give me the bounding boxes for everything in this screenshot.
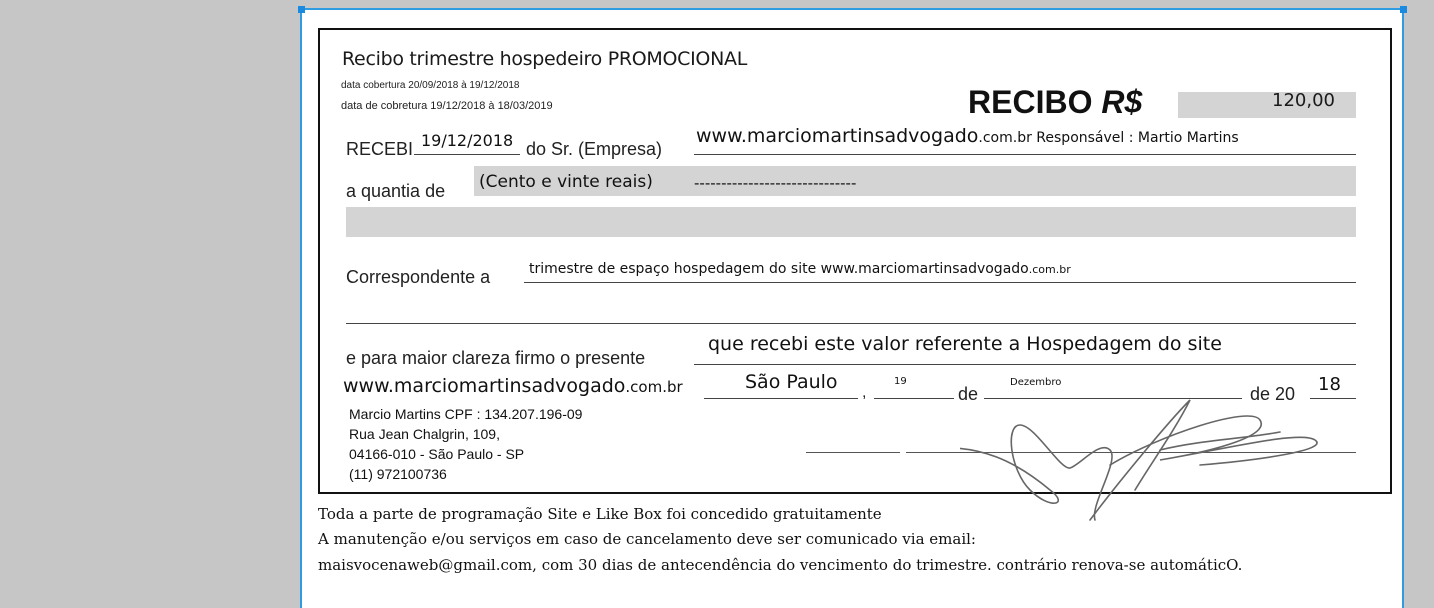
clareza-value: que recebi este valor referente a Hospedagem do site: [708, 333, 1222, 355]
recebi-label: RECEBI: [346, 139, 414, 159]
blank-line: [346, 323, 1356, 324]
selection-handle-top-right[interactable]: [1400, 6, 1407, 13]
de20-label: de 20: [1250, 384, 1296, 404]
coverage-line-1: data cobertura 20/09/2018 à 19/12/2018: [341, 80, 520, 91]
month: Dezembro: [1010, 377, 1062, 388]
date-underline: [414, 154, 520, 155]
correspondente-label: Correspondente a: [346, 267, 491, 287]
year-suffix: 18: [1318, 374, 1341, 395]
amount-value: 120,00: [1272, 90, 1335, 111]
signature-image: [960, 390, 1340, 540]
city-underline: [704, 398, 858, 399]
coverage-line-2: data de cobretura 19/12/2018 à 18/03/2019: [341, 100, 553, 112]
quantia-label: a quantia de: [346, 181, 446, 201]
comma: ,: [862, 384, 867, 401]
company-name: www.marciomartinsadvogado.com.br Responsável : Martio Martins: [696, 125, 1239, 147]
company-underline: [694, 154, 1356, 155]
recibo-heading: RECIBO R$: [968, 84, 1143, 120]
clareza-label: e para maior clareza firmo o presente: [346, 348, 646, 368]
city: São Paulo: [745, 371, 838, 393]
info-city: 04166-010 - São Paulo - SP: [349, 446, 525, 462]
footer-line-1: Toda a parte de programação Site e Like Box foi concedido gratuitamente: [318, 505, 882, 523]
selection-handle-top-left[interactable]: [298, 6, 305, 13]
de-label: de: [958, 384, 979, 404]
info-name: Marcio Martins CPF : 134.207.196-09: [349, 406, 583, 422]
correspondente-underline: [524, 282, 1356, 283]
quantia-value: (Cento e vinte reais): [479, 172, 653, 192]
info-street: Rua Jean Chalgrin, 109,: [349, 426, 500, 442]
quantia-box-2: [346, 207, 1356, 237]
receipt-date: 19/12/2018: [421, 131, 514, 150]
footer-line-2: A manutenção e/ou serviços em caso de cancelamento deve ser comunicado via email:: [318, 530, 976, 548]
signature-line-left: [806, 452, 900, 453]
site-url: www.marciomartinsadvogado.com.br: [343, 375, 683, 397]
receipt-title: Recibo trimestre hospedeiro PROMOCIONAL: [342, 48, 747, 70]
footer-line-3: maisvocenaweb@gmail.com, com 30 dias de antecendência do vencimento do trimestre. contrário renova-se automáticO.: [318, 556, 1243, 574]
day: 19: [894, 376, 907, 387]
info-phone: (11) 972100736: [349, 466, 447, 482]
quantia-dashes: ------------------------------: [694, 174, 857, 192]
do-sr-label: do Sr. (Empresa): [526, 139, 663, 159]
day-underline: [874, 398, 954, 399]
correspondente-value: trimestre de espaço hospedagem do site www.marciomartinsadvogado.com.br: [529, 261, 1071, 277]
clareza-underline: [694, 364, 1356, 365]
